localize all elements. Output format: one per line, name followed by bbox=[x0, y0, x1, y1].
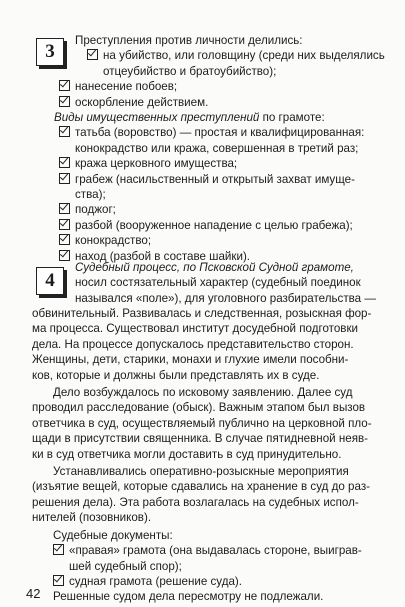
section-4-body bbox=[32, 306, 397, 605]
text-line: обвинительный. Развивалась и следственная, розыскная фор- bbox=[32, 307, 372, 320]
section-number-3: 3 bbox=[36, 38, 64, 66]
text-line: Устанавливались оперативно-розыскные мероприятия bbox=[53, 465, 349, 479]
list-item: наход (разбой в составе шайки). bbox=[59, 249, 395, 264]
text-line: ки в суд ответчика могли доставить в суд принудительно. bbox=[32, 447, 342, 461]
checkbox-icon bbox=[59, 250, 70, 261]
checkbox-icon bbox=[59, 203, 70, 214]
section-4-intro bbox=[75, 260, 395, 306]
page-number: 42 bbox=[26, 586, 41, 601]
checkbox-icon bbox=[59, 173, 70, 184]
list-item: «правая» грамота (она выдавалась стороне, выиграв- bbox=[32, 543, 397, 558]
text-line: нителей (позовников). bbox=[32, 511, 152, 525]
text-line: назывался «поле»), для уголовного разбирательства — bbox=[75, 291, 376, 305]
checkbox-icon bbox=[53, 544, 64, 555]
list-item: разбой (вооруженное нападение с целью грабежа); bbox=[59, 218, 395, 233]
list-item: оскорбление действием. bbox=[59, 95, 395, 110]
checkbox-icon bbox=[59, 96, 70, 107]
checkbox-icon bbox=[59, 157, 70, 168]
list-item: судная грамота (решение суда). bbox=[32, 574, 397, 589]
list-item-continuation: конокрадство или кража, совершенная в третий раз; bbox=[75, 141, 359, 155]
section-3-text bbox=[54, 33, 395, 264]
text-line: ма процесса. Существовал институт досудебной подготовки bbox=[32, 322, 358, 336]
court-process-heading: Судебный процесс, по Псковской Судной грамоте, bbox=[75, 261, 354, 274]
documents-intro: Судебные документы: bbox=[53, 528, 173, 542]
list-item: кража церковного имущества; bbox=[59, 156, 395, 171]
checkbox-icon bbox=[59, 80, 70, 91]
text-line: носил состязательный характер (судебный поединок bbox=[75, 276, 361, 290]
list-item: на убийство, или головщину (среди них выделялись bbox=[87, 48, 395, 63]
text-line: ответчика в суд, осуществляемый публично на церковной пло- bbox=[32, 416, 372, 430]
checkbox-icon bbox=[59, 126, 70, 137]
text-line: Дело возбуждалось по исковому заявлению. Далее суд bbox=[53, 386, 353, 400]
list-item-continuation: отцеубийство и братоубийство); bbox=[103, 64, 277, 78]
list-item: поджог; bbox=[59, 202, 395, 217]
section-3-intro: Преступления против личности делились: bbox=[75, 34, 303, 47]
text-line: (изъятие вещей, которые сдавались на хранение в суд до раз- bbox=[32, 480, 371, 494]
property-crimes-intro: Виды имущественных преступлений по грамоте: bbox=[54, 111, 325, 125]
list-item: татьба (воровство) — простая и квалифицированная: bbox=[59, 125, 395, 140]
list-item: нанесение побоев; bbox=[59, 79, 395, 94]
text-line: ков, которые и должны были представлять их в суде. bbox=[32, 368, 320, 382]
list-item: грабеж (насильственный и открытый захват имуще- bbox=[59, 172, 395, 187]
checkbox-icon bbox=[87, 49, 98, 60]
checkbox-icon bbox=[59, 234, 70, 245]
text-line: проводил расследование (обыск). Важным этапом был вызов bbox=[32, 401, 366, 415]
list-item-continuation: ства); bbox=[75, 188, 106, 202]
text-line: щади в присутствии священника. В случае пятидневной неяв- bbox=[32, 432, 368, 446]
text-line: решения дела). Эта работа возлагалась на судебных испол- bbox=[32, 495, 359, 509]
checkbox-icon bbox=[53, 575, 64, 586]
list-item-continuation: шей судебный спор); bbox=[69, 559, 182, 573]
text-line: дела. На процессе допускалось представительство сторон. bbox=[32, 337, 354, 351]
closing-line: Решенные судом дела пересмотру не подлежали. bbox=[53, 590, 324, 604]
checkbox-icon bbox=[59, 219, 70, 230]
section-number-4: 4 bbox=[36, 267, 64, 295]
text-line: Женщины, дети, старики, монахи и глухие имели пособни- bbox=[32, 353, 349, 367]
list-item: конокрадство; bbox=[59, 233, 395, 248]
